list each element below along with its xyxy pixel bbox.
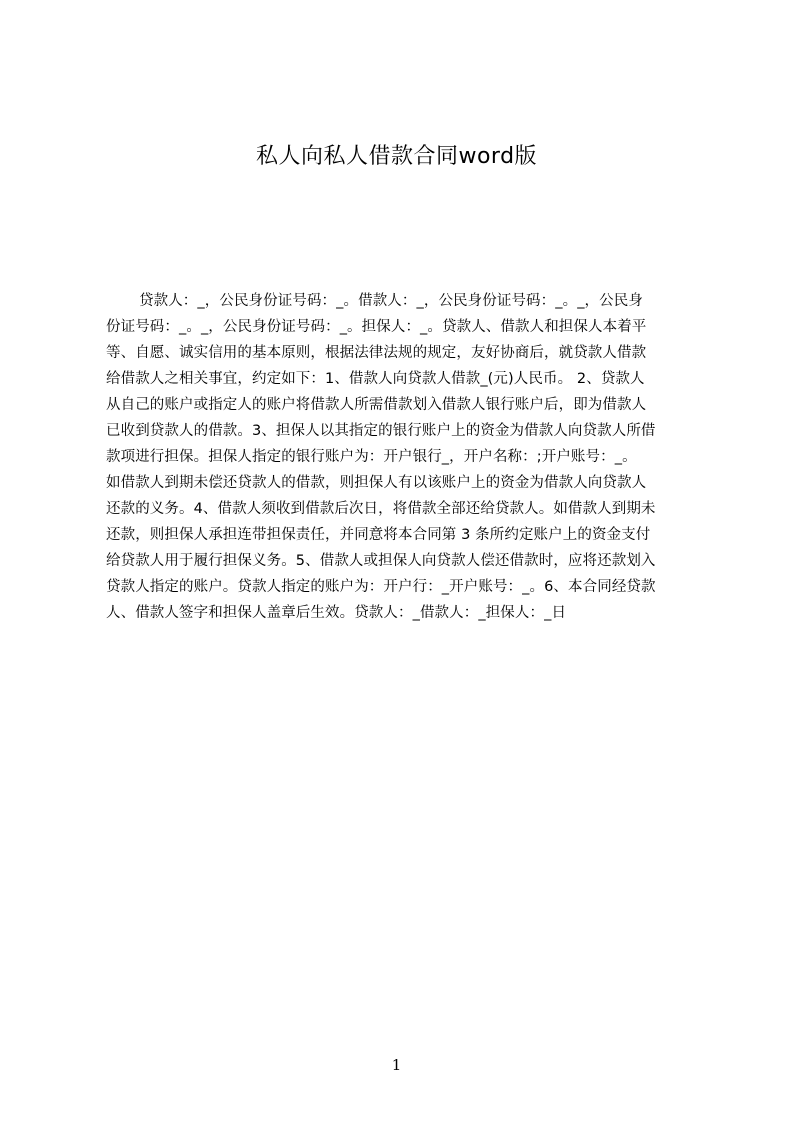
body-line: 等、自愿、诚实信用的基本原则，根据法律法规的规定，友好协商后，就贷款人借款 [106, 345, 647, 361]
body-line: 款项进行担保。担保人指定的银行账户为：开户银行_，开户名称：;开户账号：_。 [106, 449, 637, 465]
document-title: 私人向私人借款合同word版 [255, 144, 538, 169]
body-line: 从自己的账户或指定人的账户将借款人所需借款划入借款人银行账户后，即为借款人 [106, 397, 647, 413]
contract-body [106, 288, 696, 648]
body-line: 给借款人之相关事宜，约定如下：1、借款人向贷款人借款_(元)人民币。 2、贷款人 [106, 371, 645, 387]
body-line: 贷款人指定的账户。贷款人指定的账户为：开户行：_开户账号：_。6、本合同经贷款 [106, 579, 656, 595]
body-line: 已收到贷款人的借款。3、担保人以其指定的银行账户上的资金为借款人向贷款人所借 [106, 423, 656, 439]
body-line: 人、借款人签字和担保人盖章后生效。贷款人：_借款人：_担保人：_日 [106, 605, 567, 621]
body-line: 还款的义务。4、借款人须收到借款后次日，将借款全部还给贷款人。如借款人到期未 [106, 501, 656, 517]
page-number: 1 [391, 1056, 402, 1074]
body-line: 贷款人：_，公民身份证号码：_。借款人：_，公民身份证号码：_。_，公民身 [139, 293, 643, 309]
body-line: 给贷款人用于履行担保义务。5、借款人或担保人向贷款人偿还借款时，应将还款划入 [106, 553, 656, 569]
body-line: 如借款人到期未偿还贷款人的借款，则担保人有以该账户上的资金为借款人向贷款人 [106, 475, 647, 491]
body-line: 份证号码：_。_，公民身份证号码：_。担保人：_。贷款人、借款人和担保人本着平 [106, 319, 647, 335]
body-line: 还款，则担保人承担连带担保责任，并同意将本合同第 3 条所约定账户上的资金支付 [106, 527, 651, 543]
